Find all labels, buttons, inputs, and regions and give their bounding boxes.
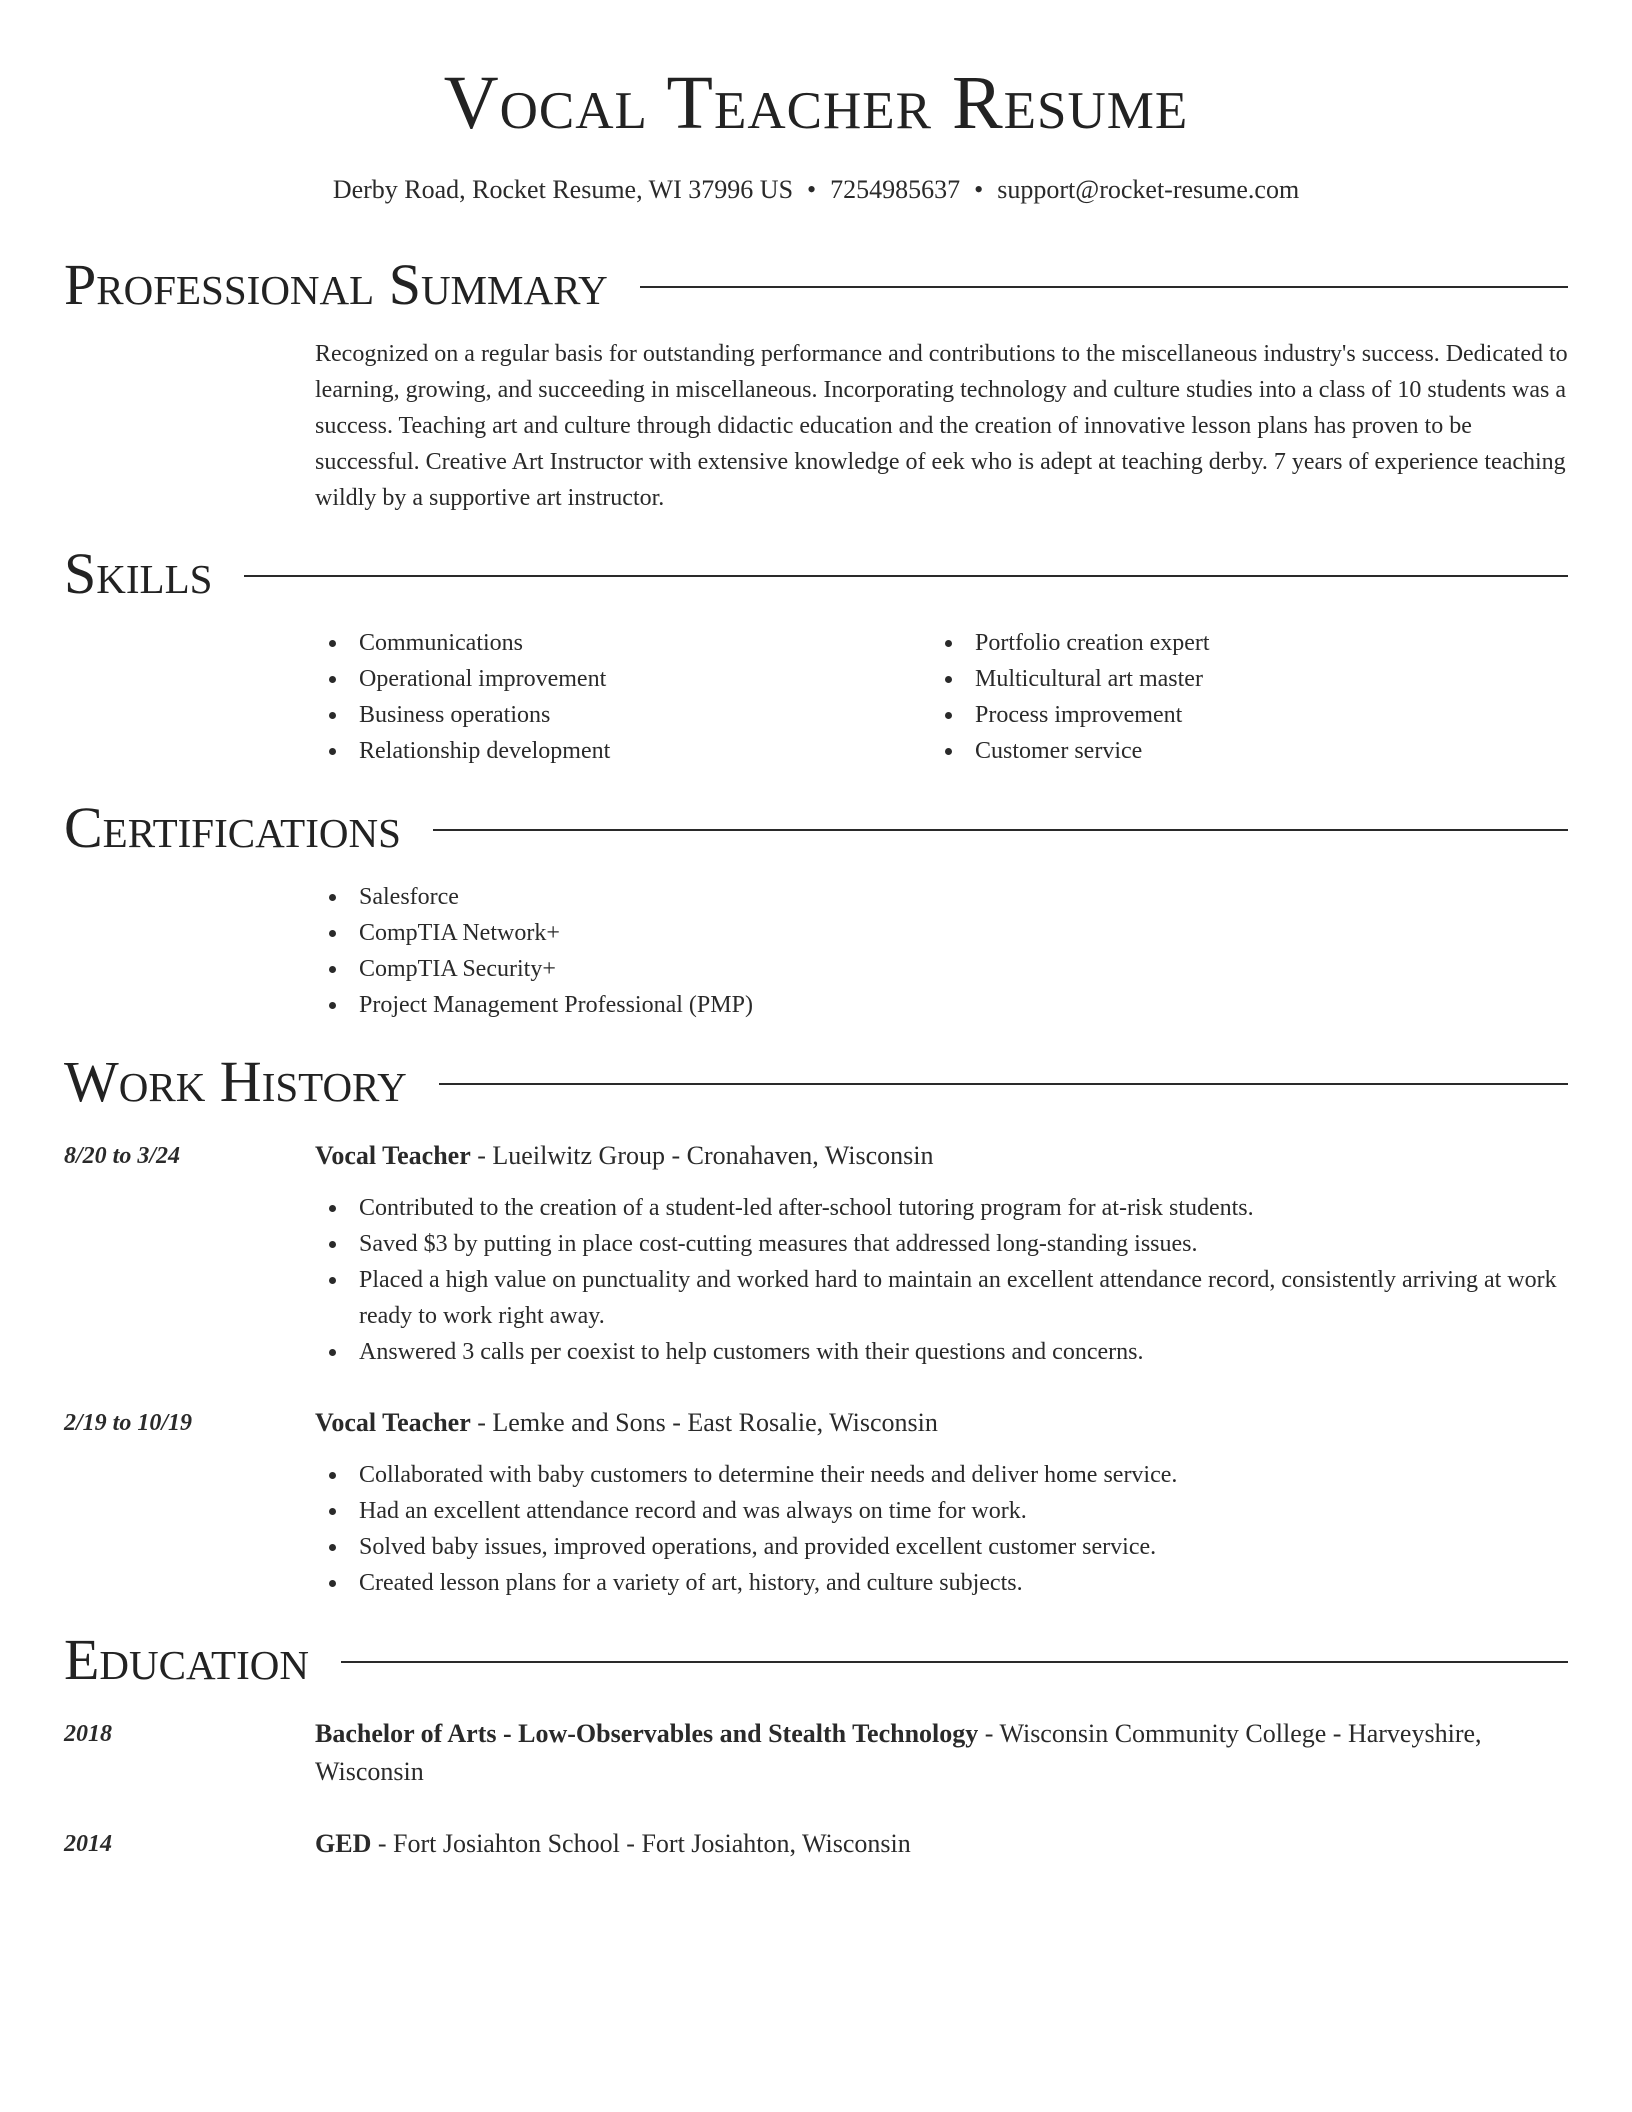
skill-item: Business operations <box>315 697 931 733</box>
summary-block <box>315 336 1569 516</box>
summary-section-header <box>64 252 1568 318</box>
contact-separator: • <box>807 175 817 204</box>
work-heading: Work History <box>64 1049 407 1114</box>
work-bullet: Collaborated with baby customers to determine their needs and deliver home service. <box>315 1457 1569 1493</box>
skills-block <box>315 625 1569 769</box>
skills-section-header <box>64 541 1568 607</box>
skill-item: Communications <box>315 625 931 661</box>
skill-item: Multicultural art master <box>931 661 1547 697</box>
certification-item: CompTIA Network+ <box>315 915 1569 951</box>
education-school: - Wisconsin Community College - Harveyshire, Wisconsin <box>315 1719 1482 1786</box>
certifications-list <box>315 879 1569 1023</box>
contact-email: support@rocket-resume.com <box>997 175 1300 204</box>
certifications-section-header <box>64 795 1568 861</box>
summary-heading: Professional Summary <box>64 252 608 317</box>
skill-item: Relationship development <box>315 733 931 769</box>
work-dates: 8/20 to 3/24 <box>64 1143 181 1169</box>
education-entry <box>315 1715 1569 1791</box>
certification-item: Project Management Professional (PMP) <box>315 987 1569 1023</box>
work-bullet: Saved $3 by putting in place cost-cutting measures that addressed long-standing issues. <box>315 1226 1569 1262</box>
section-divider <box>433 829 1568 831</box>
skill-item: Portfolio creation expert <box>931 625 1547 661</box>
section-divider <box>244 575 1568 577</box>
skill-item: Process improvement <box>931 697 1547 733</box>
work-bullet: Placed a high value on punctuality and worked hard to maintain an excellent attendance record, consistently arriving at work ready to work right away. <box>315 1262 1569 1334</box>
section-divider <box>439 1083 1568 1085</box>
contact-line <box>0 172 1632 208</box>
certifications-heading: Certifications <box>64 795 401 860</box>
work-role: Vocal Teacher <box>315 1141 471 1170</box>
work-bullet: Contributed to the creation of a student-led after-school tutoring program for at-risk students. <box>315 1190 1569 1226</box>
work-bullet: Solved baby issues, improved operations, and provided excellent customer service. <box>315 1529 1569 1565</box>
education-heading: Education <box>64 1627 309 1692</box>
work-dates: 2/19 to 10/19 <box>64 1410 193 1436</box>
certification-item: Salesforce <box>315 879 1569 915</box>
work-entry-header <box>315 1404 1569 1442</box>
work-bullet-list <box>315 1190 1569 1370</box>
education-year: 2014 <box>64 1831 112 1857</box>
work-employer: - Lemke and Sons - East Rosalie, Wisconsin <box>470 1408 938 1437</box>
contact-separator: • <box>974 175 984 204</box>
work-entry-header <box>315 1137 1569 1175</box>
education-year: 2018 <box>64 1721 112 1747</box>
work-bullet: Had an excellent attendance record and was always on time for work. <box>315 1493 1569 1529</box>
education-section-header <box>64 1627 1568 1693</box>
education-school: - Fort Josiahton School - Fort Josiahton, Wisconsin <box>371 1829 911 1858</box>
contact-address: Derby Road, Rocket Resume, WI 37996 US <box>332 175 794 204</box>
contact-phone: 7254985637 <box>830 175 961 204</box>
work-bullet: Created lesson plans for a variety of art, history, and culture subjects. <box>315 1565 1569 1601</box>
section-divider <box>640 286 1568 288</box>
skill-item: Customer service <box>931 733 1547 769</box>
resume-title: Vocal Teacher Resume <box>443 61 1189 145</box>
work-bullet-list <box>315 1457 1569 1601</box>
education-degree: Bachelor of Arts - Low-Observables and Stealth Technology <box>315 1719 979 1748</box>
education-degree: GED <box>315 1829 372 1858</box>
work-entry-bullets <box>315 1457 1569 1601</box>
section-divider <box>341 1661 1568 1663</box>
work-employer: - Lueilwitz Group - Cronahaven, Wisconsin <box>470 1141 934 1170</box>
summary-text: Recognized on a regular basis for outstanding performance and contributions to the miscellaneous industry's success. Dedicated to learning, growing, and succeeding in miscellaneous. Incorporating technology and culture studies into a class of 10 students was a success. Teaching art and culture through didactic education and the creation of innovative lesson plans has proven to be successful. Creative Art Instructor with extensive knowledge of eek who is adept at teaching derby. 7 years of experience teaching wildly by a supportive art instructor. <box>315 341 1568 511</box>
work-role: Vocal Teacher <box>315 1408 471 1437</box>
work-entry-bullets <box>315 1190 1569 1370</box>
certifications-block <box>315 879 1569 1023</box>
certification-item: CompTIA Security+ <box>315 951 1569 987</box>
skills-list-right <box>931 625 1547 769</box>
work-bullet: Answered 3 calls per coexist to help customers with their questions and concerns. <box>315 1334 1569 1370</box>
education-entry <box>315 1825 1569 1863</box>
work-section-header <box>64 1049 1568 1115</box>
skills-list-left <box>315 625 931 769</box>
skills-heading: Skills <box>64 541 213 606</box>
skill-item: Operational improvement <box>315 661 931 697</box>
